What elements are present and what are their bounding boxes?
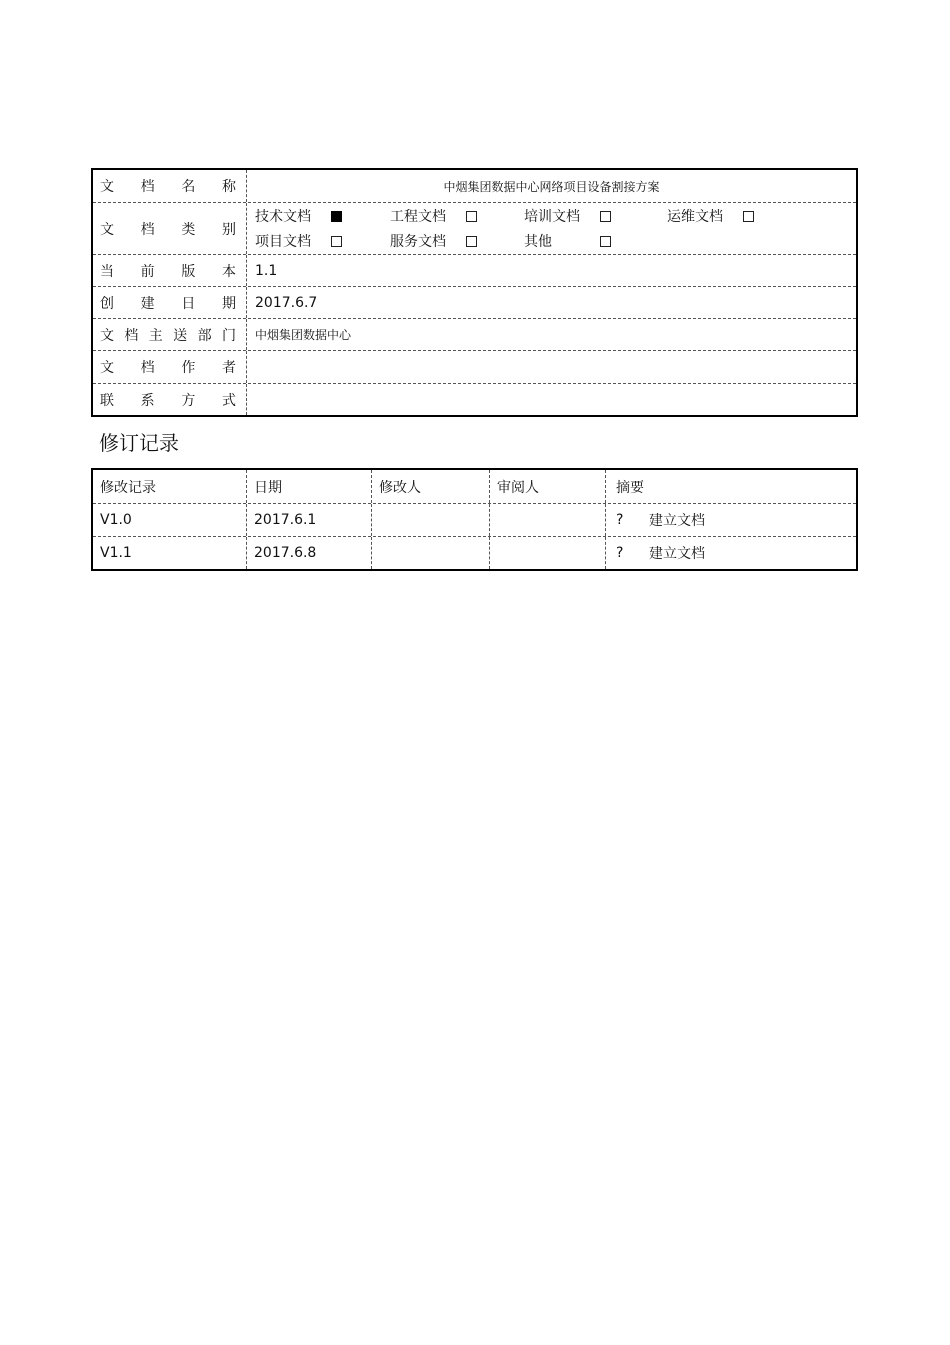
table-row xyxy=(93,503,856,536)
date-cell: 2017.6.1 xyxy=(247,504,372,536)
revision-section-title: 修订记录 xyxy=(99,431,179,455)
checkbox-unchecked-icon[interactable] xyxy=(600,211,611,222)
reviewer-cell xyxy=(490,537,606,569)
info-row-doc-name xyxy=(93,170,856,202)
version-cell: V1.0 xyxy=(93,504,247,536)
header-cell: 修改记录 xyxy=(93,470,247,503)
checkbox-unchecked-icon[interactable] xyxy=(466,211,477,222)
info-row-author xyxy=(93,350,856,383)
date-cell: 2017.6.8 xyxy=(247,537,372,569)
version-value: 1.1 xyxy=(255,262,278,279)
checkbox-unchecked-icon[interactable] xyxy=(331,236,342,247)
summary-text: 建立文档 xyxy=(649,513,705,529)
info-row-department xyxy=(93,318,856,350)
reviewer-cell xyxy=(490,504,606,536)
info-row-version xyxy=(93,254,856,286)
checkbox-checked-icon[interactable] xyxy=(331,211,342,222)
revision-table xyxy=(91,468,858,571)
category-option-tech[interactable]: 技术文档 xyxy=(255,206,390,226)
author-value xyxy=(247,351,856,383)
category-option-engineering[interactable]: 工程文档 xyxy=(390,206,524,226)
category-option-operations[interactable]: 运维文档 xyxy=(667,206,754,226)
contact-value xyxy=(247,384,856,415)
doc-category-options xyxy=(247,203,762,254)
version-cell: V1.1 xyxy=(93,537,247,569)
info-row-doc-category xyxy=(93,202,856,254)
info-label-contact: 联 系 方 式 xyxy=(93,384,247,415)
info-row-created-date xyxy=(93,286,856,318)
modifier-cell xyxy=(372,537,490,569)
summary-cell xyxy=(606,504,856,536)
info-label-department: 文 档 主 送 部 门 xyxy=(93,319,247,350)
info-label-version: 当 前 版 本 xyxy=(93,255,247,286)
unknown-glyph-icon: ? xyxy=(616,512,624,528)
category-option-training[interactable]: 培训文档 xyxy=(524,206,667,226)
doc-name-value: 中烟集团数据中心网络项目设备割接方案 xyxy=(443,179,660,194)
department-value: 中烟集团数据中心 xyxy=(255,328,352,342)
revision-header-row xyxy=(93,470,856,503)
info-label-created-date: 创 建 日 期 xyxy=(93,287,247,318)
summary-cell xyxy=(606,537,856,569)
info-label-doc-category: 文 档 类 别 xyxy=(93,203,247,254)
checkbox-unchecked-icon[interactable] xyxy=(600,236,611,247)
document-info-table xyxy=(91,168,858,417)
header-cell: 审阅人 xyxy=(490,470,606,503)
table-row xyxy=(93,536,856,569)
unknown-glyph-icon: ? xyxy=(616,545,624,561)
info-label-doc-name: 文 档 名 称 xyxy=(93,170,247,202)
category-option-other[interactable]: 其他 xyxy=(524,231,611,251)
info-row-contact xyxy=(93,383,856,415)
created-date-value: 2017.6.7 xyxy=(255,294,318,311)
header-cell: 修改人 xyxy=(372,470,490,503)
summary-text: 建立文档 xyxy=(649,546,705,562)
info-label-author: 文 档 作 者 xyxy=(93,351,247,383)
header-cell: 摘要 xyxy=(616,479,644,496)
modifier-cell xyxy=(372,504,490,536)
category-option-project[interactable]: 项目文档 xyxy=(255,231,390,251)
header-cell: 日期 xyxy=(247,470,372,503)
checkbox-unchecked-icon[interactable] xyxy=(466,236,477,247)
category-option-service[interactable]: 服务文档 xyxy=(390,231,524,251)
checkbox-unchecked-icon[interactable] xyxy=(743,211,754,222)
